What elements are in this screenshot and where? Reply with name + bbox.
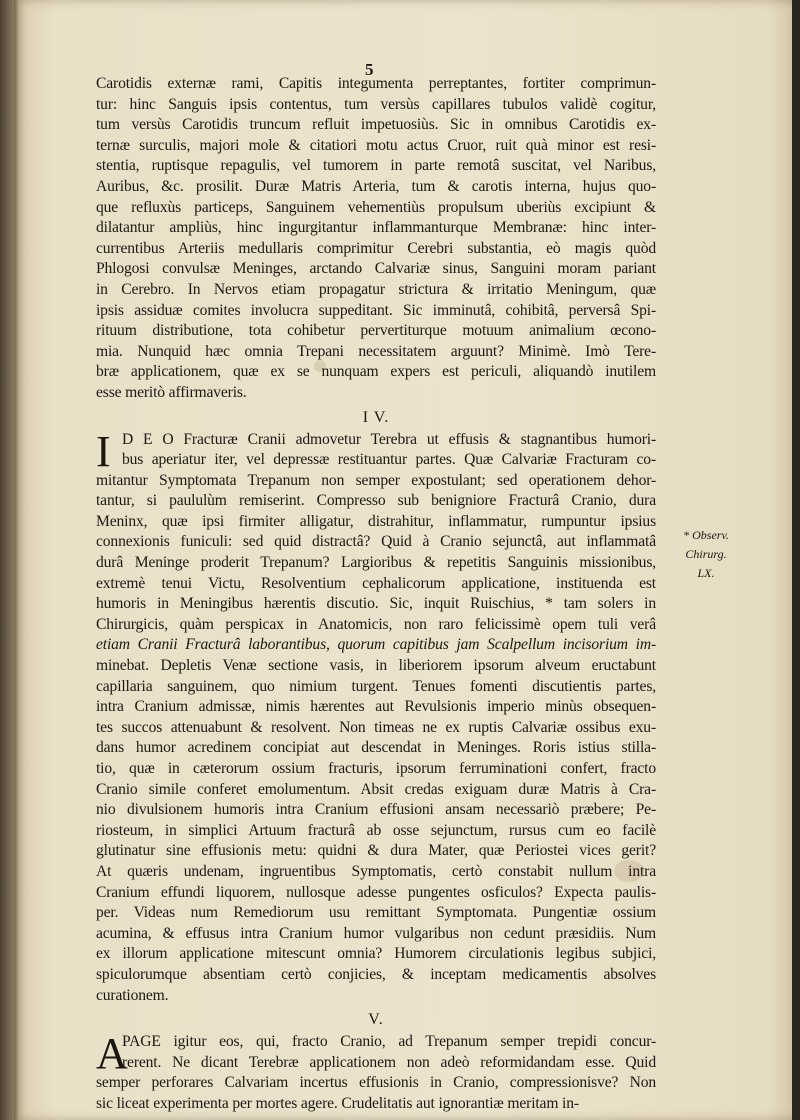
text-line: tur: hinc Sanguis ipsis contentus, tum versùs capillares tubulos validè cogitur,: [96, 95, 656, 113]
margin-note: [651, 526, 761, 583]
text-line: currentibus Arteriis medullaris comprimitur Cerebri substantia, eò magis quòd: [96, 239, 656, 257]
section-v-paragraph: [96, 1029, 656, 1114]
text-line: connexionis funiculi: sed quid distractâ? Quid à Cranio sejunctâ, aut inflammatâ: [96, 533, 656, 551]
text-line: dilatantur ampliùs, hinc ingurgitantur inflammanturque Membranæ: hinc inter-: [96, 219, 656, 237]
text-line: tio, quæ in cæterorum ossium fracturis, ipsorum ferruminationi confert, fracto: [96, 760, 656, 777]
page-number: 5: [365, 60, 374, 79]
intro-paragraph: [96, 74, 656, 404]
text-line: bræ applicationem, quæ ex se nunquam expers est periculi, aliquandò inutilem: [96, 363, 656, 381]
text-line: mia. Nunquid hæc omnia Trepani necessitatem arguunt? Minimè. Imò Tere-: [96, 342, 656, 360]
body-text: [96, 74, 656, 1115]
text-line: D E O Fracturæ Cranii admovetur Terebra ut effusis & stagnantibus humori-: [122, 430, 656, 448]
text-line: capillaria sanguinem, quo nimium turgent. Tenues fomenti discutientis partes,: [96, 677, 656, 695]
text-line: dans humor acredinem concipiat aut descendat in Meninges. Roris istius stilla-: [96, 739, 656, 757]
text-line: Chirurgicis, quàm perspicax in Anatomicis, non raro felicissimè opem tuli verâ: [96, 615, 656, 633]
text-line: riosteum, in simplici Artuum fracturâ ab osse sejunctum, rursus cum eo facilè: [96, 821, 656, 839]
text-line: ternæ surculis, majori mole & citatiori motu actus Cruor, ruit quà minor est resi-: [96, 136, 656, 154]
text-line: acumina, & effusus intra Cranium humor vulgaribus non cedunt præsidiis. Num: [96, 924, 656, 942]
text-line: minebat. Depletis Venæ sectione vasis, in liberiorem ipsorum alveum eructabunt: [96, 657, 656, 675]
margin-note-line: Chirurg.: [685, 547, 727, 561]
margin-note-line: LX.: [697, 566, 715, 580]
text-line: in Cerebro. In Nervos etiam propagatur strictura & irritatio Meningum, quæ: [96, 280, 656, 298]
text-line: durâ Meninge proderit Trepanum? Largioribus & repetitis Sanguinis missionibus,: [96, 554, 656, 572]
text-line: Phlogosi convulsæ Meninges, arctando Calvariæ sinus, Sanguini moram pariant: [96, 260, 656, 278]
margin-note-line: * Observ.: [683, 528, 729, 542]
section-heading-iv: I V.: [362, 408, 390, 426]
text-line: intra Cranium admissæ, nimis hærentes aut Revulsionis imperio minùs obsequen-: [96, 698, 656, 716]
text-line: Auribus, &c. prosilit. Duræ Matris Arteria, tum & carotis interna, hujus quo-: [96, 177, 656, 195]
text-line: tum versùs Carotidis truncum refluit impetuosiùs. Sic in omnibus Carotidis ex-: [96, 116, 656, 134]
book-spine: [0, 0, 14, 1120]
text-line: mitantur Symptomata Trepanum non semper expostulant; sed operationem dehor-: [96, 471, 656, 489]
text-line: tes succos attenuabunt & resolvent. Non timeas ne ex ruptis Calvariæ ossibus exu-: [96, 718, 656, 736]
text-line: curationem.: [96, 986, 169, 1004]
text-line: Carotidis externæ rami, Capitis integumenta perreptantes, fortiter comprimun-: [96, 75, 656, 92]
text-line: rituum distributione, tota cohibetur pervertiturque motuum animalium œcono-: [96, 322, 656, 340]
text-line: humoris in Meningibus hærentis discutio. Sic, inquit Ruischius, * tam solers in: [96, 595, 656, 613]
text-line: PAGE igitur eos, qui, fracto Cranio, ad Trepanum semper trepidi concur-: [122, 1033, 656, 1051]
text-line: nio divulsionem humoris intra Cranium effusioni ansam necessariò præbere; Pe-: [96, 801, 656, 819]
text-line: tantur, si paululùm remiserint. Compresso sub benigniore Fracturâ Cranio, dura: [96, 492, 656, 510]
section-iv-paragraph: [96, 426, 656, 1007]
text-line: que refluxùs particeps, Sanguinem vehementiùs propulsum uberiùs excipiunt &: [96, 198, 656, 216]
text-line: Cranio simile conferet emolumentum. Absit credas exiguam duræ Matris à Cra-: [96, 780, 656, 798]
text-line: bus aperiatur iter, vel depressæ restituantur partes. Quæ Calvariæ Fracturam co-: [122, 451, 656, 469]
text-line: ex illorum applicatione mitescunt omnia? Humorem circulationis legibus subjici,: [96, 945, 656, 963]
section-v-lines: [96, 1029, 656, 1114]
text-line: spiculorumque absentiam certò conjicies, & inceptam medicamentis absolves: [96, 965, 656, 983]
text-line: Meninx, quæ ipsi firmiter alligatur, distrahitur, inflammatur, rumpuntur ipsius: [96, 512, 656, 530]
dropcap-letter: A: [96, 1029, 128, 1079]
text-line: At quæris undenam, ingruentibus Symptomatis, certò constabit nullum intra: [96, 862, 656, 880]
section-heading-v: V.: [368, 1011, 384, 1029]
gutter-shadow: [14, 0, 19, 1120]
text-line: stentia, ruptisque repagulis, vel tumorem in parte remotâ suscitat, vel Naribus,: [96, 157, 656, 175]
text-line: esse meritò affirmaveris.: [96, 383, 247, 401]
text-line: per. Videas num Remediorum usu remittant Symptomata. Pungentiæ ossium: [96, 904, 656, 922]
text-line: rerent. Ne dicant Terebræ applicationem non adeò reformidandam esse. Quid: [122, 1053, 656, 1071]
dropcap-letter: I: [96, 426, 111, 476]
text-line: ipsis assiduæ comites involucra suppeditant. Sic imminutâ, cohibitâ, perversâ Spi-: [96, 301, 656, 319]
text-line: extremè tenui Victu, Resolventium cephalicorum applicatione, instituenda est: [96, 574, 656, 592]
text-line: sic liceat experimenta per mortes agere. Crudelitatis aut ignorantiæ meritam in-: [96, 1094, 579, 1112]
section-iv-lines: [96, 426, 656, 1007]
text-line: etiam Cranii Fracturâ laborantibus, quorum capitibus jam Scalpellum incisorium im-: [96, 636, 656, 654]
text-line: glutinatur sine effusionis metu: quidni & dura Mater, quæ Periostei vices gerit?: [96, 842, 656, 860]
text-line: Cranium effundi liquorem, nullosque adesse pungentes osficulos? Expecta paulis-: [96, 883, 656, 901]
text-line: semper perforares Calvariam incertus effusionis in Cranio, compressionisve? Non: [96, 1074, 656, 1092]
